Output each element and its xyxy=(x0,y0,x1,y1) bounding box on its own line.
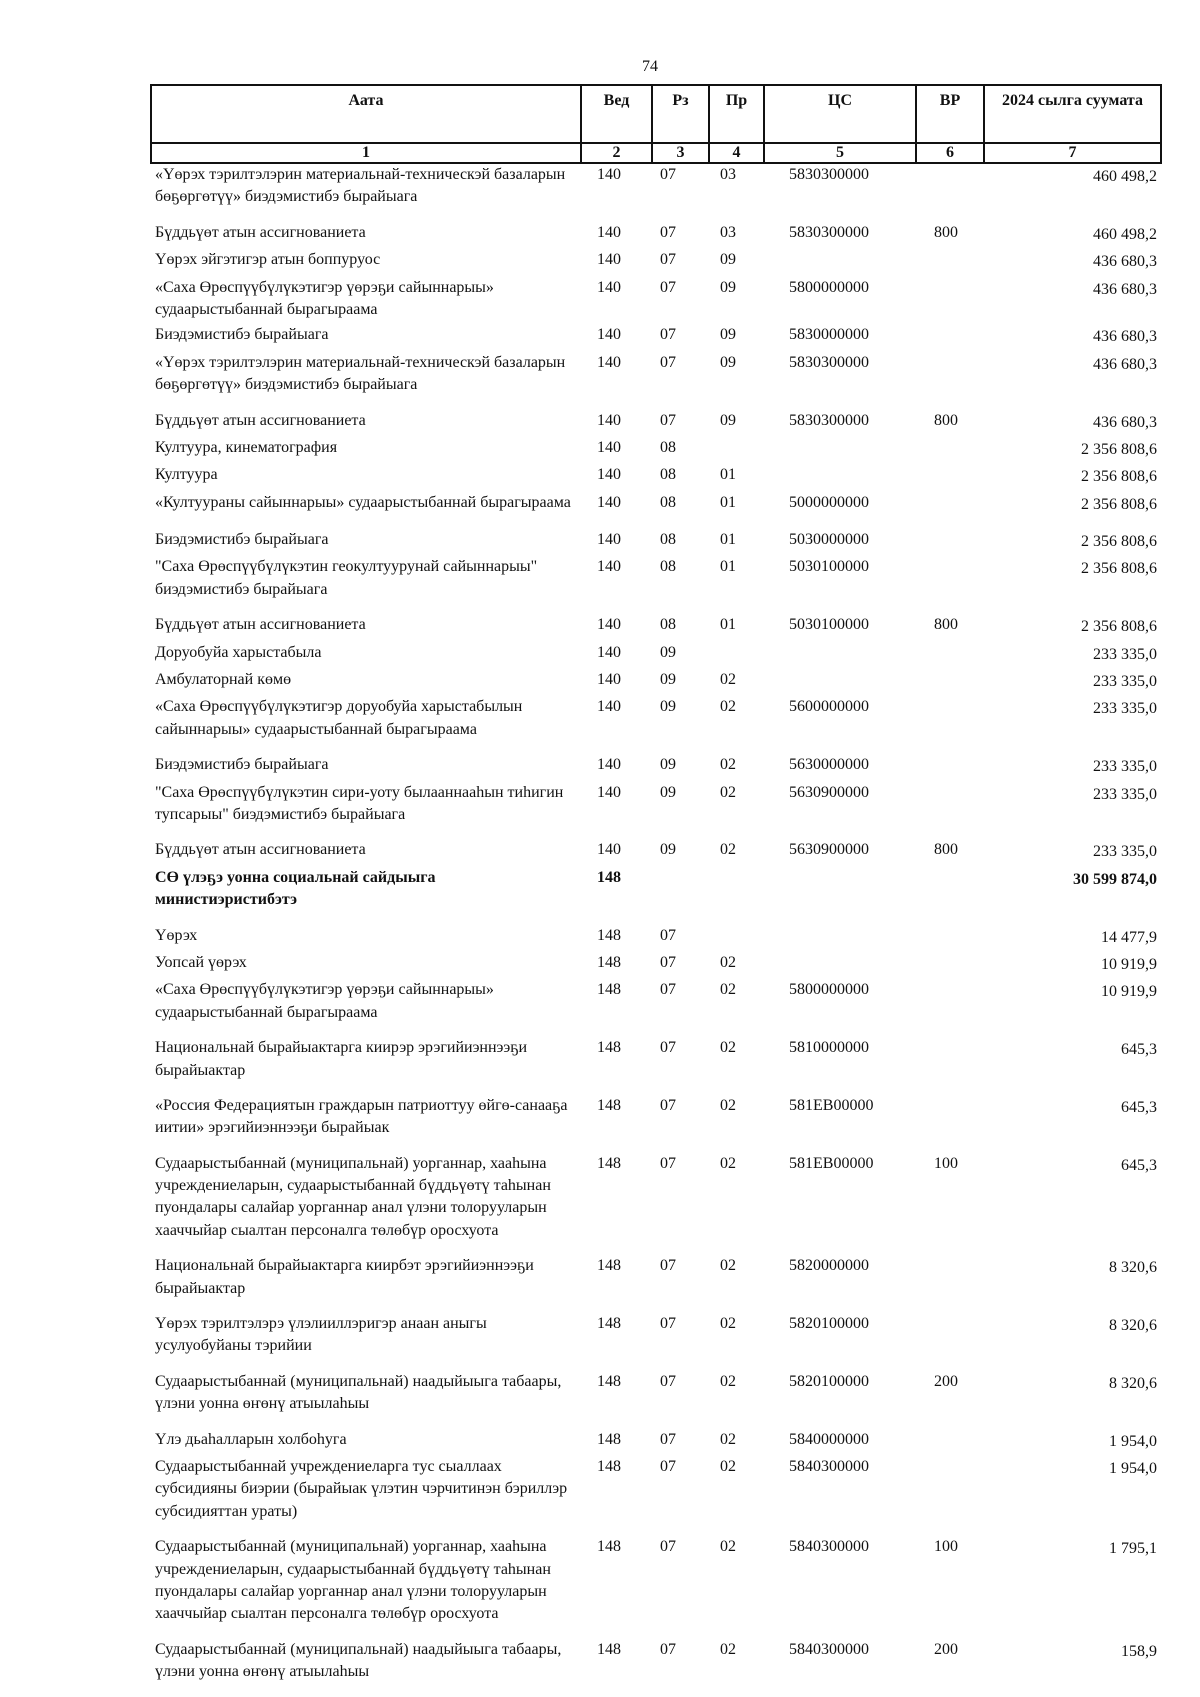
cell-vr xyxy=(916,952,984,979)
cell-ved: 140 xyxy=(597,783,621,801)
cell-vr xyxy=(916,437,984,464)
cell-vr xyxy=(916,696,984,754)
cell-name: Национальнай бырайыактарга киирбэт эрэгийиэннээҕи бырайыактар xyxy=(155,1257,534,1297)
cell-vr xyxy=(916,529,984,556)
table-row xyxy=(151,324,1161,351)
table-row xyxy=(151,839,1161,866)
cell-ved: 140 xyxy=(597,223,621,241)
cell-name: Национальнай бырайыактарга киирэр эрэгийиэннээҕи бырайыактар xyxy=(155,1039,528,1079)
cell-sum: 2 356 808,6 xyxy=(1081,468,1157,486)
cell-sum: 436 680,3 xyxy=(1093,253,1157,271)
cell-vr xyxy=(916,556,984,614)
cell-vr xyxy=(916,1095,984,1153)
cell-ved: 140 xyxy=(597,278,621,296)
cell-name: «Саха Өрөспүүбүлүкэтигэр үөрэҕи сайыннарыы» судаарыстыбаннай бырагыраама xyxy=(155,981,494,1021)
cell-vr: 800 xyxy=(934,411,958,429)
cell-rz: 09 xyxy=(660,783,676,801)
table-row xyxy=(151,696,1161,754)
cell-sum: 2 356 808,6 xyxy=(1081,440,1157,458)
cell-cs xyxy=(764,437,916,464)
table-row xyxy=(151,782,1161,840)
cell-name: «Култуураны сайыннарыы» судаарыстыбаннай бырагыраама xyxy=(155,493,571,511)
cell-vr xyxy=(916,1255,984,1313)
cell-pr: 09 xyxy=(720,251,736,269)
cell-cs: 581EB00000 xyxy=(789,1154,874,1172)
cell-rz: 07 xyxy=(660,1154,676,1172)
table-row xyxy=(151,464,1161,491)
cell-sum: 30 599 874,0 xyxy=(1073,870,1157,888)
column-number: 4 xyxy=(709,143,764,163)
cell-pr: 09 xyxy=(720,411,736,429)
cell-rz: 09 xyxy=(660,756,676,774)
cell-vr: 100 xyxy=(934,1538,958,1556)
cell-rz xyxy=(652,867,709,925)
cell-name: Үлэ дьаһалларын холбоһуга xyxy=(155,1430,347,1448)
cell-sum: 233 335,0 xyxy=(1093,785,1157,803)
cell-pr: 02 xyxy=(720,841,736,859)
cell-rz: 09 xyxy=(660,841,676,859)
cell-cs: 5800000000 xyxy=(789,278,869,296)
cell-sum: 2 356 808,6 xyxy=(1081,533,1157,551)
cell-cs: 5840300000 xyxy=(789,1457,869,1475)
cell-name: Үөрэх тэрилтэлэрэ үлэлииллэригэр анаан аныгы усулуобуйаны тэрийии xyxy=(155,1315,487,1355)
cell-name: Бүддьүөт атын ассигнованиета xyxy=(155,841,366,859)
cell-rz: 07 xyxy=(660,1372,676,1390)
table-row xyxy=(151,867,1161,925)
cell-pr: 02 xyxy=(720,1538,736,1556)
cell-sum: 436 680,3 xyxy=(1093,328,1157,346)
cell-pr: 02 xyxy=(720,1430,736,1448)
cell-sum: 158,9 xyxy=(1121,1642,1157,1660)
cell-rz: 07 xyxy=(660,1257,676,1275)
cell-name: «Үөрэх тэрилтэлэрин материальнай-техническэй базаларын бөҕөргөтүү» биэдэмистибэ бырайыага xyxy=(155,353,566,394)
cell-pr: 02 xyxy=(720,783,736,801)
cell-sum: 233 335,0 xyxy=(1093,673,1157,691)
cell-name: Култуура, кинематография xyxy=(155,438,338,456)
cell-vr: 800 xyxy=(934,841,958,859)
cell-sum: 645,3 xyxy=(1121,1041,1157,1059)
cell-cs: 5840300000 xyxy=(789,1640,869,1658)
cell-cs: 5840300000 xyxy=(789,1538,869,1556)
cell-cs: 581EB00000 xyxy=(789,1096,874,1114)
cell-pr: 09 xyxy=(720,353,736,371)
cell-sum: 2 356 808,6 xyxy=(1081,495,1157,513)
cell-rz: 07 xyxy=(660,251,676,269)
cell-ved: 148 xyxy=(597,1640,621,1658)
cell-name: Биэдэмистибэ бырайыага xyxy=(155,756,329,774)
table-row xyxy=(151,979,1161,1037)
cell-pr: 02 xyxy=(720,671,736,689)
cell-ved: 140 xyxy=(597,671,621,689)
cell-pr: 01 xyxy=(720,493,736,511)
cell-rz: 08 xyxy=(660,558,676,576)
cell-name: Судаарыстыбаннай (муниципальнай) уорганнар, хааһына учреждениеларын, судаарыстыбаннай бүддьүөтү таһынан пуондалары салайар уорганнар анал үлэни толорууларын хааччыйар сыалтан персоналга төлөбүр оросхуота xyxy=(155,1154,551,1239)
cell-sum: 10 919,9 xyxy=(1101,983,1157,1001)
cell-ved: 148 xyxy=(597,1372,621,1390)
column-number: 1 xyxy=(151,143,581,163)
cell-rz: 08 xyxy=(660,531,676,549)
cell-vr xyxy=(916,464,984,491)
cell-ved: 140 xyxy=(597,756,621,774)
cell-vr: 800 xyxy=(934,616,958,634)
cell-rz: 09 xyxy=(660,698,676,716)
cell-vr xyxy=(916,1313,984,1371)
cell-name: Амбулаторнай көмө xyxy=(155,671,292,689)
cell-name: «Үөрэх тэрилтэлэрин материальнай-техническэй базаларын бөҕөргөтүү» биэдэмистибэ бырайыага xyxy=(155,166,566,206)
cell-pr: 09 xyxy=(720,326,736,344)
table-row xyxy=(151,1313,1161,1371)
cell-vr xyxy=(916,1456,984,1536)
column-number: 5 xyxy=(764,143,916,163)
cell-rz: 07 xyxy=(660,353,676,371)
cell-name: «Саха Өрөспүүбүлүкэтигэр үөрэҕи сайыннарыы» судаарыстыбаннай бырагыраама xyxy=(155,278,494,318)
cell-name: Бүддьүөт атын ассигнованиета xyxy=(155,411,366,429)
cell-vr xyxy=(916,642,984,669)
cell-name: Судаарыстыбаннай учреждениеларга тус сыаллаах субсидияны биэрии (бырайыак үлэтин чэрчитинэн бэриллэр субсидияттан ураты) xyxy=(155,1457,568,1520)
cell-sum: 436 680,3 xyxy=(1093,413,1157,431)
cell-pr: 01 xyxy=(720,558,736,576)
cell-sum: 1 795,1 xyxy=(1109,1540,1157,1558)
cell-name: Бүддьүөт атын ассигнованиета xyxy=(155,223,366,241)
cell-name: «Россия Федерациятын граждарын патриоттуу өйгө-санааҕа иитии» эрэгийиэннээҕи бырайыак xyxy=(155,1096,568,1137)
cell-name: СӨ үлэҕэ уонна социальнай сайдыыга министиэристибэтэ xyxy=(155,868,436,909)
cell-ved: 140 xyxy=(597,698,621,716)
cell-cs: 5000000000 xyxy=(789,493,869,511)
cell-cs: 5810000000 xyxy=(789,1039,869,1057)
cell-pr: 02 xyxy=(720,698,736,716)
cell-rz: 07 xyxy=(660,166,676,183)
cell-cs: 5820100000 xyxy=(789,1315,869,1333)
cell-ved: 140 xyxy=(597,841,621,859)
cell-ved: 148 xyxy=(597,1430,621,1448)
cell-vr xyxy=(916,867,984,925)
cell-name: Судаарыстыбаннай (муниципальнай) наадыйыыга табаары, үлэни уонна өҥөнү атыылаһыы xyxy=(155,1372,562,1413)
cell-cs xyxy=(764,464,916,491)
column-number: 6 xyxy=(916,143,984,163)
table-row xyxy=(151,163,1161,222)
column-number-row xyxy=(151,143,1161,163)
cell-pr: 01 xyxy=(720,531,736,549)
cell-pr: 09 xyxy=(720,278,736,296)
cell-ved: 148 xyxy=(597,1538,621,1556)
table-row xyxy=(151,437,1161,464)
cell-pr: 02 xyxy=(720,1315,736,1333)
cell-rz: 08 xyxy=(660,466,676,484)
cell-ved: 140 xyxy=(597,166,621,183)
cell-ved: 140 xyxy=(597,643,621,661)
cell-vr: 100 xyxy=(934,1154,958,1172)
cell-vr xyxy=(916,754,984,781)
cell-vr xyxy=(916,1429,984,1456)
cell-pr xyxy=(709,925,764,952)
cell-cs: 5030000000 xyxy=(789,531,869,549)
cell-sum: 233 335,0 xyxy=(1093,758,1157,776)
cell-rz: 07 xyxy=(660,981,676,999)
table-row xyxy=(151,1095,1161,1153)
table-row xyxy=(151,614,1161,641)
cell-pr: 02 xyxy=(720,953,736,971)
cell-ved: 140 xyxy=(597,251,621,269)
cell-sum: 10 919,9 xyxy=(1101,955,1157,973)
cell-ved: 140 xyxy=(597,326,621,344)
cell-ved: 148 xyxy=(597,981,621,999)
cell-cs: 5630900000 xyxy=(789,841,869,859)
cell-sum: 436 680,3 xyxy=(1093,280,1157,298)
cell-cs: 5800000000 xyxy=(789,981,869,999)
cell-sum: 233 335,0 xyxy=(1093,645,1157,663)
cell-sum: 14 477,9 xyxy=(1101,928,1157,946)
cell-vr: 800 xyxy=(934,223,958,241)
cell-vr xyxy=(916,979,984,1037)
cell-vr: 200 xyxy=(934,1372,958,1390)
cell-name: Биэдэмистибэ бырайыага xyxy=(155,326,329,344)
cell-sum: 645,3 xyxy=(1121,1098,1157,1116)
cell-vr xyxy=(916,352,984,410)
cell-ved: 148 xyxy=(597,1154,621,1172)
cell-pr xyxy=(709,642,764,669)
cell-vr xyxy=(916,1037,984,1095)
cell-cs: 5600000000 xyxy=(789,698,869,716)
cell-ved: 140 xyxy=(597,493,621,511)
table-row xyxy=(151,952,1161,979)
cell-sum: 8 320,6 xyxy=(1109,1374,1157,1392)
header-pr: Пр xyxy=(709,85,764,143)
cell-ved: 140 xyxy=(597,438,621,456)
table-row xyxy=(151,492,1161,529)
cell-pr: 02 xyxy=(720,1039,736,1057)
cell-cs: 5830300000 xyxy=(789,353,869,371)
table-body xyxy=(151,163,1161,1686)
table-row xyxy=(151,1153,1161,1256)
cell-name: Үөрэх xyxy=(155,926,198,944)
cell-ved: 148 xyxy=(597,953,621,971)
cell-vr: 200 xyxy=(934,1640,958,1658)
column-number: 7 xyxy=(984,143,1161,163)
cell-name: Уопсай үөрэх xyxy=(155,953,247,971)
cell-vr xyxy=(916,492,984,529)
cell-ved: 148 xyxy=(597,1039,621,1057)
cell-ved: 148 xyxy=(597,1257,621,1275)
table-row xyxy=(151,925,1161,952)
cell-ved: 148 xyxy=(597,1315,621,1333)
cell-ved: 148 xyxy=(597,1096,621,1114)
cell-vr xyxy=(916,669,984,696)
cell-name: Судаарыстыбаннай (муниципальнай) наадыйыыга табаары, үлэни уонна өҥөнү атыылаһыы xyxy=(155,1640,562,1681)
cell-ved: 140 xyxy=(597,353,621,371)
cell-ved: 140 xyxy=(597,558,621,576)
column-number: 2 xyxy=(581,143,652,163)
cell-name: Бүддьүөт атын ассигнованиета xyxy=(155,616,366,634)
cell-cs: 5830300000 xyxy=(789,411,869,429)
cell-vr xyxy=(916,324,984,351)
table-row xyxy=(151,1255,1161,1313)
cell-cs xyxy=(764,642,916,669)
cell-pr: 03 xyxy=(720,166,736,183)
table-row xyxy=(151,1536,1161,1639)
cell-name: "Саха Өрөспүүбүлүкэтин геокултуурунай сайыннарыы" биэдэмистибэ бырайыага xyxy=(155,558,538,598)
header-sum: 2024 сылга суумата xyxy=(984,85,1161,143)
cell-rz: 07 xyxy=(660,1039,676,1057)
cell-ved: 140 xyxy=(597,466,621,484)
cell-vr xyxy=(916,163,984,222)
cell-ved: 148 xyxy=(597,1457,621,1475)
cell-rz: 09 xyxy=(660,643,676,661)
cell-sum: 1 954,0 xyxy=(1109,1432,1157,1450)
cell-vr xyxy=(916,277,984,325)
cell-vr xyxy=(916,925,984,952)
cell-name: "Саха Өрөспүүбүлүкэтин сири-уоту былааннааһын тиһигин тупсарыы" биэдэмистибэ бырайыага xyxy=(155,783,564,823)
cell-sum: 8 320,6 xyxy=(1109,1317,1157,1335)
cell-ved: 148 xyxy=(597,868,621,886)
cell-sum: 233 335,0 xyxy=(1093,700,1157,718)
cell-rz: 09 xyxy=(660,671,676,689)
table-row xyxy=(151,249,1161,276)
column-number: 3 xyxy=(652,143,709,163)
header-vr: ВР xyxy=(916,85,984,143)
cell-sum: 233 335,0 xyxy=(1093,843,1157,861)
table-row xyxy=(151,1456,1161,1536)
cell-pr xyxy=(709,867,764,925)
cell-ved: 140 xyxy=(597,411,621,429)
cell-cs: 5830000000 xyxy=(789,326,869,344)
cell-cs xyxy=(764,952,916,979)
cell-sum: 645,3 xyxy=(1121,1156,1157,1174)
cell-sum: 436 680,3 xyxy=(1093,355,1157,373)
cell-sum: 460 498,2 xyxy=(1093,168,1157,185)
header-row xyxy=(151,85,1161,143)
cell-pr: 02 xyxy=(720,1640,736,1658)
cell-rz: 08 xyxy=(660,438,676,456)
cell-rz: 08 xyxy=(660,493,676,511)
cell-rz: 08 xyxy=(660,616,676,634)
cell-name: Биэдэмистибэ бырайыага xyxy=(155,531,329,549)
cell-rz: 07 xyxy=(660,223,676,241)
cell-cs: 5820100000 xyxy=(789,1372,869,1390)
table-row xyxy=(151,1429,1161,1456)
cell-rz: 07 xyxy=(660,411,676,429)
cell-cs: 5830300000 xyxy=(789,166,869,183)
cell-pr xyxy=(709,437,764,464)
cell-cs: 5030100000 xyxy=(789,616,869,634)
cell-pr: 02 xyxy=(720,1154,736,1172)
cell-rz: 07 xyxy=(660,1096,676,1114)
cell-sum: 8 320,6 xyxy=(1109,1259,1157,1277)
cell-rz: 07 xyxy=(660,1457,676,1475)
budget-table xyxy=(150,84,1162,1686)
table-row xyxy=(151,1371,1161,1429)
cell-cs xyxy=(764,925,916,952)
cell-rz: 07 xyxy=(660,1315,676,1333)
table-row xyxy=(151,556,1161,614)
cell-rz: 07 xyxy=(660,953,676,971)
cell-pr: 02 xyxy=(720,1096,736,1114)
table-row xyxy=(151,529,1161,556)
cell-vr xyxy=(916,782,984,840)
cell-rz: 07 xyxy=(660,1430,676,1448)
cell-pr: 03 xyxy=(720,223,736,241)
table-row xyxy=(151,754,1161,781)
cell-cs xyxy=(764,867,916,925)
cell-sum: 2 356 808,6 xyxy=(1081,618,1157,636)
cell-rz: 07 xyxy=(660,1538,676,1556)
header-ved: Вед xyxy=(581,85,652,143)
cell-name: Судаарыстыбаннай (муниципальнай) уорганнар, хааһына учреждениеларын, судаарыстыбаннай бүддьүөтү таһынан пуондалары салайар уорганнар анал үлэни толорууларын хааччыйар сыалтан персоналга төлөбүр оросхуота xyxy=(155,1538,551,1623)
cell-cs xyxy=(764,249,916,276)
table-row xyxy=(151,1037,1161,1095)
cell-sum: 1 954,0 xyxy=(1109,1459,1157,1477)
header-rz: Рз xyxy=(652,85,709,143)
cell-ved: 148 xyxy=(597,926,621,944)
cell-vr xyxy=(916,249,984,276)
table-row xyxy=(151,410,1161,437)
cell-sum: 2 356 808,6 xyxy=(1081,560,1157,578)
cell-cs: 5630000000 xyxy=(789,756,869,774)
cell-pr: 02 xyxy=(720,756,736,774)
cell-sum: 460 498,2 xyxy=(1093,225,1157,243)
cell-ved: 140 xyxy=(597,531,621,549)
cell-pr: 01 xyxy=(720,466,736,484)
cell-cs xyxy=(764,669,916,696)
cell-cs: 5820000000 xyxy=(789,1257,869,1275)
table-row xyxy=(151,352,1161,410)
table-row xyxy=(151,642,1161,669)
cell-cs: 5840000000 xyxy=(789,1430,869,1448)
cell-pr: 02 xyxy=(720,981,736,999)
cell-rz: 07 xyxy=(660,926,676,944)
cell-cs: 5630900000 xyxy=(789,783,869,801)
cell-name: «Саха Өрөспүүбүлүкэтигэр доруобуйа харыстабылын сайыннарыы» судаарыстыбаннай бырагыраама xyxy=(155,698,523,738)
header-cs: ЦС xyxy=(764,85,916,143)
cell-name: Култуура xyxy=(155,466,218,484)
cell-pr: 02 xyxy=(720,1372,736,1390)
table-row xyxy=(151,277,1161,325)
cell-cs: 5030100000 xyxy=(789,558,869,576)
cell-pr: 02 xyxy=(720,1457,736,1475)
cell-ved: 140 xyxy=(597,616,621,634)
table-row xyxy=(151,1639,1161,1687)
cell-rz: 07 xyxy=(660,278,676,296)
cell-cs: 5830300000 xyxy=(789,223,869,241)
cell-pr: 01 xyxy=(720,616,736,634)
header-name: Аата xyxy=(151,85,581,143)
cell-rz: 07 xyxy=(660,326,676,344)
table-row xyxy=(151,222,1161,249)
cell-rz: 07 xyxy=(660,1640,676,1658)
cell-name: Үөрэх эйгэтигэр атын боппуруос xyxy=(155,251,381,269)
table-row xyxy=(151,669,1161,696)
cell-pr: 02 xyxy=(720,1257,736,1275)
cell-name: Доруобуйа харыстабыла xyxy=(155,643,322,661)
page-number: 74 xyxy=(642,58,658,75)
